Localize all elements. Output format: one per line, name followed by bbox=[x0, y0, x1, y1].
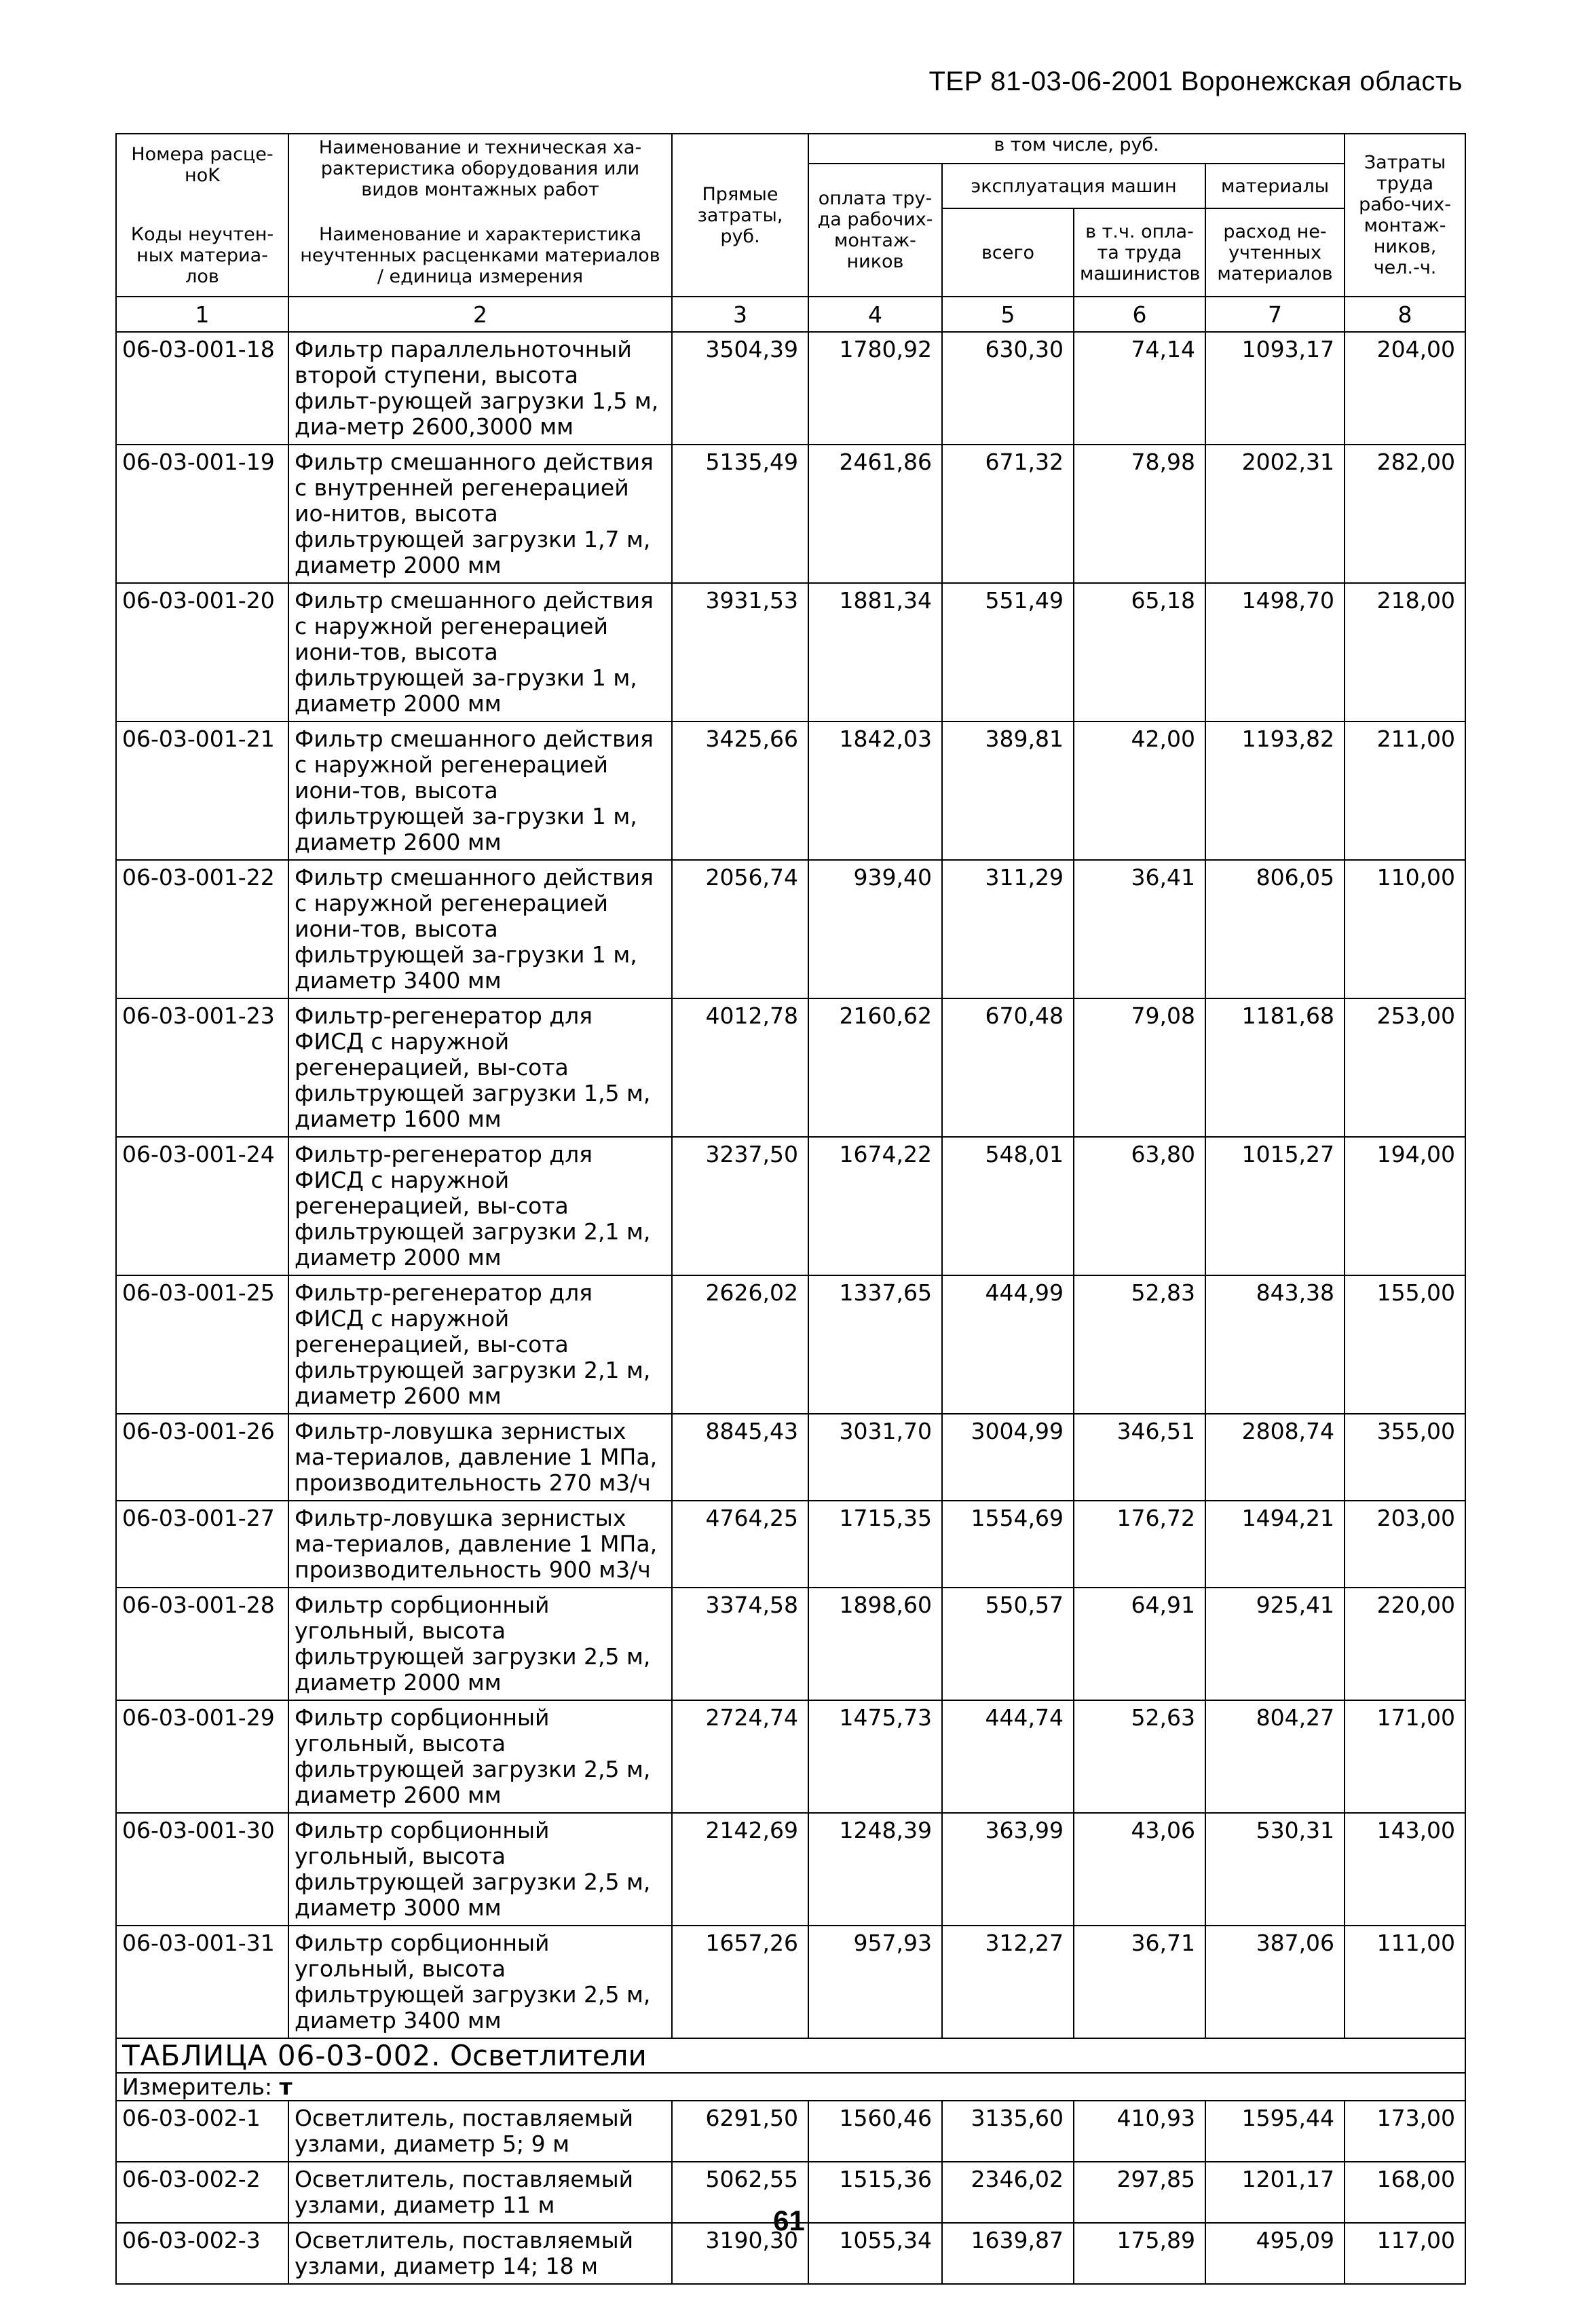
cell-machines: 312,27 bbox=[942, 1926, 1074, 2038]
cell-direct: 3504,39 bbox=[672, 332, 808, 445]
cell-labor: 1842,03 bbox=[808, 721, 942, 860]
table-row bbox=[116, 1137, 1465, 1275]
cell-name: Фильтр сорбционный угольный, высота фильтрующей загрузки 2,5 м, диаметр 3000 мм bbox=[288, 1813, 672, 1926]
cell-machines: 363,99 bbox=[942, 1813, 1074, 1926]
cell-hours: 211,00 bbox=[1345, 721, 1465, 860]
cell-materials: 1093,17 bbox=[1205, 332, 1345, 445]
cell-machines: 2346,02 bbox=[942, 2162, 1074, 2223]
cell-machinists: 175,89 bbox=[1074, 2223, 1205, 2284]
cell-direct: 5135,49 bbox=[672, 445, 808, 583]
cell-materials: 2808,74 bbox=[1205, 1414, 1345, 1501]
cell-machines: 3004,99 bbox=[942, 1414, 1074, 1501]
cell-materials: 1494,21 bbox=[1205, 1501, 1345, 1588]
section-title bbox=[116, 2038, 1465, 2073]
cell-machinists: 42,00 bbox=[1074, 721, 1205, 860]
column-number: 6 bbox=[1074, 297, 1205, 332]
cell-labor: 3031,70 bbox=[808, 1414, 942, 1501]
cell-materials: 1595,44 bbox=[1205, 2101, 1345, 2162]
cell-code: 06-03-001-22 bbox=[116, 860, 288, 998]
table-row bbox=[116, 1501, 1465, 1588]
section-label: ТАБЛИЦА 06-03-002. bbox=[122, 2039, 441, 2072]
header-name-bottom: Наименование и характеристика неучтенных расценками материалов / единица измерения bbox=[288, 215, 672, 297]
cell-name: Фильтр-ловушка зернистых ма-териалов, давление 1 МПа, производительность 900 м3/ч bbox=[288, 1501, 672, 1588]
cell-hours: 355,00 bbox=[1345, 1414, 1465, 1501]
cell-name: Фильтр смешанного действия с наружной регенерацией иони-тов, высота фильтрующей за-грузки 1 м, диаметр 2000 мм bbox=[288, 583, 672, 721]
column-number: 5 bbox=[942, 297, 1074, 332]
cell-labor: 1475,73 bbox=[808, 1700, 942, 1813]
cell-machines: 1554,69 bbox=[942, 1501, 1074, 1588]
cell-machinists: 43,06 bbox=[1074, 1813, 1205, 1926]
cell-hours: 110,00 bbox=[1345, 860, 1465, 998]
page-number: 61 bbox=[773, 2205, 805, 2236]
cell-labor: 1515,36 bbox=[808, 2162, 942, 2223]
cell-hours: 168,00 bbox=[1345, 2162, 1465, 2223]
column-number: 2 bbox=[288, 297, 672, 332]
cell-hours: 143,00 bbox=[1345, 1813, 1465, 1926]
header-unaccounted-materials: расход не-учтенных материалов bbox=[1205, 208, 1345, 297]
cell-materials: 1181,68 bbox=[1205, 998, 1345, 1137]
cell-name: Фильтр смешанного действия с наружной регенерацией иони-тов, высота фильтрующей за-грузки 1 м, диаметр 3400 мм bbox=[288, 860, 672, 998]
cell-machines: 550,57 bbox=[942, 1588, 1074, 1700]
header-labor-costs: Затраты труда рабо-чих-монтаж-ников, чел.-ч. bbox=[1345, 134, 1465, 297]
cell-machines: 1639,87 bbox=[942, 2223, 1074, 2284]
cell-name: Фильтр-регенератор для ФИСД с наружной регенерацией, вы-сота фильтрующей загрузки 2,1 м, диаметр 2600 мм bbox=[288, 1275, 672, 1414]
cell-materials: 1015,27 bbox=[1205, 1137, 1345, 1275]
cell-direct: 3237,50 bbox=[672, 1137, 808, 1275]
cell-direct: 3931,53 bbox=[672, 583, 808, 721]
cell-hours: 203,00 bbox=[1345, 1501, 1465, 1588]
table-row bbox=[116, 721, 1465, 860]
cell-machinists: 79,08 bbox=[1074, 998, 1205, 1137]
cell-machines: 551,49 bbox=[942, 583, 1074, 721]
cell-code: 06-03-001-25 bbox=[116, 1275, 288, 1414]
cell-labor: 1055,34 bbox=[808, 2223, 942, 2284]
cell-labor: 1898,60 bbox=[808, 1588, 942, 1700]
cell-labor: 1248,39 bbox=[808, 1813, 942, 1926]
cell-machinists: 346,51 bbox=[1074, 1414, 1205, 1501]
price-table bbox=[115, 133, 1466, 2285]
header-material-codes: Коды неучтен-ных материа-лов bbox=[116, 215, 288, 297]
cell-machines: 444,74 bbox=[942, 1700, 1074, 1813]
cell-name: Фильтр сорбционный угольный, высота фильтрующей загрузки 2,5 м, диаметр 2000 мм bbox=[288, 1588, 672, 1700]
table-row bbox=[116, 445, 1465, 583]
cell-machinists: 36,41 bbox=[1074, 860, 1205, 998]
cell-materials: 2002,31 bbox=[1205, 445, 1345, 583]
cell-labor: 1337,65 bbox=[808, 1275, 942, 1414]
cell-direct: 6291,50 bbox=[672, 2101, 808, 2162]
table-row bbox=[116, 332, 1465, 445]
cell-direct: 3190,30 bbox=[672, 2223, 808, 2284]
cell-name: Фильтр-регенератор для ФИСД с наружной регенерацией, вы-сота фильтрующей загрузки 2,1 м, диаметр 2000 мм bbox=[288, 1137, 672, 1275]
cell-code: 06-03-001-29 bbox=[116, 1700, 288, 1813]
cell-labor: 939,40 bbox=[808, 860, 942, 998]
column-number: 4 bbox=[808, 297, 942, 332]
cell-hours: 117,00 bbox=[1345, 2223, 1465, 2284]
cell-machines: 630,30 bbox=[942, 332, 1074, 445]
table-row bbox=[116, 1275, 1465, 1414]
cell-machines: 444,99 bbox=[942, 1275, 1074, 1414]
meter-value: т bbox=[279, 2074, 293, 2100]
cell-name: Фильтр сорбционный угольный, высота фильтрующей загрузки 2,5 м, диаметр 3400 мм bbox=[288, 1926, 672, 2038]
cell-direct: 1657,26 bbox=[672, 1926, 808, 2038]
cell-machinists: 36,71 bbox=[1074, 1926, 1205, 2038]
cell-hours: 173,00 bbox=[1345, 2101, 1465, 2162]
header-machine-total: всего bbox=[942, 208, 1074, 297]
table-row bbox=[116, 583, 1465, 721]
cell-code: 06-03-001-30 bbox=[116, 1813, 288, 1926]
cell-labor: 1881,34 bbox=[808, 583, 942, 721]
cell-name: Фильтр сорбционный угольный, высота фильтрующей загрузки 2,5 м, диаметр 2600 мм bbox=[288, 1700, 672, 1813]
cell-hours: 204,00 bbox=[1345, 332, 1465, 445]
cell-code: 06-03-001-27 bbox=[116, 1501, 288, 1588]
cell-direct: 4764,25 bbox=[672, 1501, 808, 1588]
column-number: 3 bbox=[672, 297, 808, 332]
table-row bbox=[116, 1414, 1465, 1501]
cell-code: 06-03-001-20 bbox=[116, 583, 288, 721]
cell-direct: 4012,78 bbox=[672, 998, 808, 1137]
cell-labor: 1674,22 bbox=[808, 1137, 942, 1275]
cell-code: 06-03-001-21 bbox=[116, 721, 288, 860]
cell-direct: 2142,69 bbox=[672, 1813, 808, 1926]
table-row bbox=[116, 1700, 1465, 1813]
cell-hours: 253,00 bbox=[1345, 998, 1465, 1137]
cell-materials: 804,27 bbox=[1205, 1700, 1345, 1813]
header-direct-costs: Прямые затраты, руб. bbox=[672, 134, 808, 297]
cell-code: 06-03-001-31 bbox=[116, 1926, 288, 2038]
table-row bbox=[116, 1926, 1465, 2038]
section-heading-row bbox=[116, 2038, 1465, 2073]
cell-materials: 1498,70 bbox=[1205, 583, 1345, 721]
column-numbers-row bbox=[116, 297, 1465, 332]
cell-code: 06-03-001-19 bbox=[116, 445, 288, 583]
cell-hours: 111,00 bbox=[1345, 1926, 1465, 2038]
cell-code: 06-03-002-2 bbox=[116, 2162, 288, 2223]
table-row bbox=[116, 860, 1465, 998]
table-row bbox=[116, 2101, 1465, 2162]
table-row bbox=[116, 1588, 1465, 1700]
cell-materials: 387,06 bbox=[1205, 1926, 1345, 2038]
cell-code: 06-03-002-1 bbox=[116, 2101, 288, 2162]
cell-labor: 1560,46 bbox=[808, 2101, 942, 2162]
cell-materials: 1193,82 bbox=[1205, 721, 1345, 860]
cell-name: Фильтр параллельноточный второй ступени, высота фильт-рующей загрузки 1,5 м, диа-метр 2600,3000 мм bbox=[288, 332, 672, 445]
header-labor-pay: оплата тру-да рабочих-монтаж-ников bbox=[808, 164, 942, 297]
header-including: в том числе, руб. bbox=[808, 134, 1345, 164]
cell-machinists: 52,63 bbox=[1074, 1700, 1205, 1813]
header-rate-numbers: Номера расце-ноK bbox=[116, 134, 288, 215]
cell-direct: 2724,74 bbox=[672, 1700, 808, 1813]
column-number: 8 bbox=[1345, 297, 1465, 332]
column-number: 1 bbox=[116, 297, 288, 332]
table-row bbox=[116, 1813, 1465, 1926]
cell-name: Фильтр-ловушка зернистых ма-териалов, давление 1 МПа, производительность 270 м3/ч bbox=[288, 1414, 672, 1501]
cell-machines: 671,32 bbox=[942, 445, 1074, 583]
cell-direct: 3374,58 bbox=[672, 1588, 808, 1700]
cell-machines: 389,81 bbox=[942, 721, 1074, 860]
cell-labor: 1780,92 bbox=[808, 332, 942, 445]
cell-materials: 1201,17 bbox=[1205, 2162, 1345, 2223]
cell-labor: 957,93 bbox=[808, 1926, 942, 2038]
cell-code: 06-03-001-28 bbox=[116, 1588, 288, 1700]
cell-code: 06-03-001-18 bbox=[116, 332, 288, 445]
header-machine-ops: эксплуатация машин bbox=[942, 164, 1205, 208]
cell-machinists: 176,72 bbox=[1074, 1501, 1205, 1588]
cell-code: 06-03-001-24 bbox=[116, 1137, 288, 1275]
cell-materials: 530,31 bbox=[1205, 1813, 1345, 1926]
section-name: Осветлители bbox=[449, 2039, 647, 2072]
header-machinists-pay: в т.ч. опла-та труда машинистов bbox=[1074, 208, 1205, 297]
cell-machinists: 63,80 bbox=[1074, 1137, 1205, 1275]
meter bbox=[116, 2073, 1465, 2101]
cell-machinists: 52,83 bbox=[1074, 1275, 1205, 1414]
cell-hours: 171,00 bbox=[1345, 1700, 1465, 1813]
cell-name: Осветлитель, поставляемый узлами, диаметр 5; 9 м bbox=[288, 2101, 672, 2162]
cell-hours: 155,00 bbox=[1345, 1275, 1465, 1414]
cell-hours: 194,00 bbox=[1345, 1137, 1465, 1275]
cell-machinists: 64,91 bbox=[1074, 1588, 1205, 1700]
cell-materials: 925,41 bbox=[1205, 1588, 1345, 1700]
meter-label: Измеритель: bbox=[122, 2074, 273, 2100]
cell-hours: 282,00 bbox=[1345, 445, 1465, 583]
table-row bbox=[116, 998, 1465, 1137]
cell-direct: 2626,02 bbox=[672, 1275, 808, 1414]
cell-materials: 495,09 bbox=[1205, 2223, 1345, 2284]
cell-machines: 670,48 bbox=[942, 998, 1074, 1137]
cell-hours: 220,00 bbox=[1345, 1588, 1465, 1700]
cell-labor: 1715,35 bbox=[808, 1501, 942, 1588]
cell-machines: 548,01 bbox=[942, 1137, 1074, 1275]
cell-code: 06-03-002-3 bbox=[116, 2223, 288, 2284]
cell-name: Осветлитель, поставляемый узлами, диаметр 14; 18 м bbox=[288, 2223, 672, 2284]
cell-direct: 3425,66 bbox=[672, 721, 808, 860]
cell-direct: 8845,43 bbox=[672, 1414, 808, 1501]
cell-labor: 2160,62 bbox=[808, 998, 942, 1137]
cell-labor: 2461,86 bbox=[808, 445, 942, 583]
cell-machinists: 74,14 bbox=[1074, 332, 1205, 445]
cell-direct: 5062,55 bbox=[672, 2162, 808, 2223]
cell-materials: 806,05 bbox=[1205, 860, 1345, 998]
cell-name: Фильтр-регенератор для ФИСД с наружной регенерацией, вы-сота фильтрующей загрузки 1,5 м, диаметр 1600 мм bbox=[288, 998, 672, 1137]
cell-name: Осветлитель, поставляемый узлами, диаметр 11 м bbox=[288, 2162, 672, 2223]
cell-machines: 3135,60 bbox=[942, 2101, 1074, 2162]
cell-code: 06-03-001-23 bbox=[116, 998, 288, 1137]
cell-name: Фильтр смешанного действия с внутренней регенерацией ио-нитов, высота фильтрующей загрузки 1,7 м, диаметр 2000 мм bbox=[288, 445, 672, 583]
column-number: 7 bbox=[1205, 297, 1345, 332]
header-materials: материалы bbox=[1205, 164, 1345, 208]
cell-machinists: 297,85 bbox=[1074, 2162, 1205, 2223]
cell-name: Фильтр смешанного действия с наружной регенерацией иони-тов, высота фильтрующей за-грузки 1 м, диаметр 2600 мм bbox=[288, 721, 672, 860]
cell-machinists: 78,98 bbox=[1074, 445, 1205, 583]
cell-machines: 311,29 bbox=[942, 860, 1074, 998]
cell-machinists: 410,93 bbox=[1074, 2101, 1205, 2162]
cell-direct: 2056,74 bbox=[672, 860, 808, 998]
header-name-top: Наименование и техническая ха-рактеристика оборудования или видов монтажных работ bbox=[288, 134, 672, 215]
page-header-title: ТЕР 81-03-06-2001 Воронежская область bbox=[928, 67, 1463, 96]
cell-code: 06-03-001-26 bbox=[116, 1414, 288, 1501]
cell-hours: 218,00 bbox=[1345, 583, 1465, 721]
cell-machinists: 65,18 bbox=[1074, 583, 1205, 721]
cell-materials: 843,38 bbox=[1205, 1275, 1345, 1414]
meter-row bbox=[116, 2073, 1465, 2101]
